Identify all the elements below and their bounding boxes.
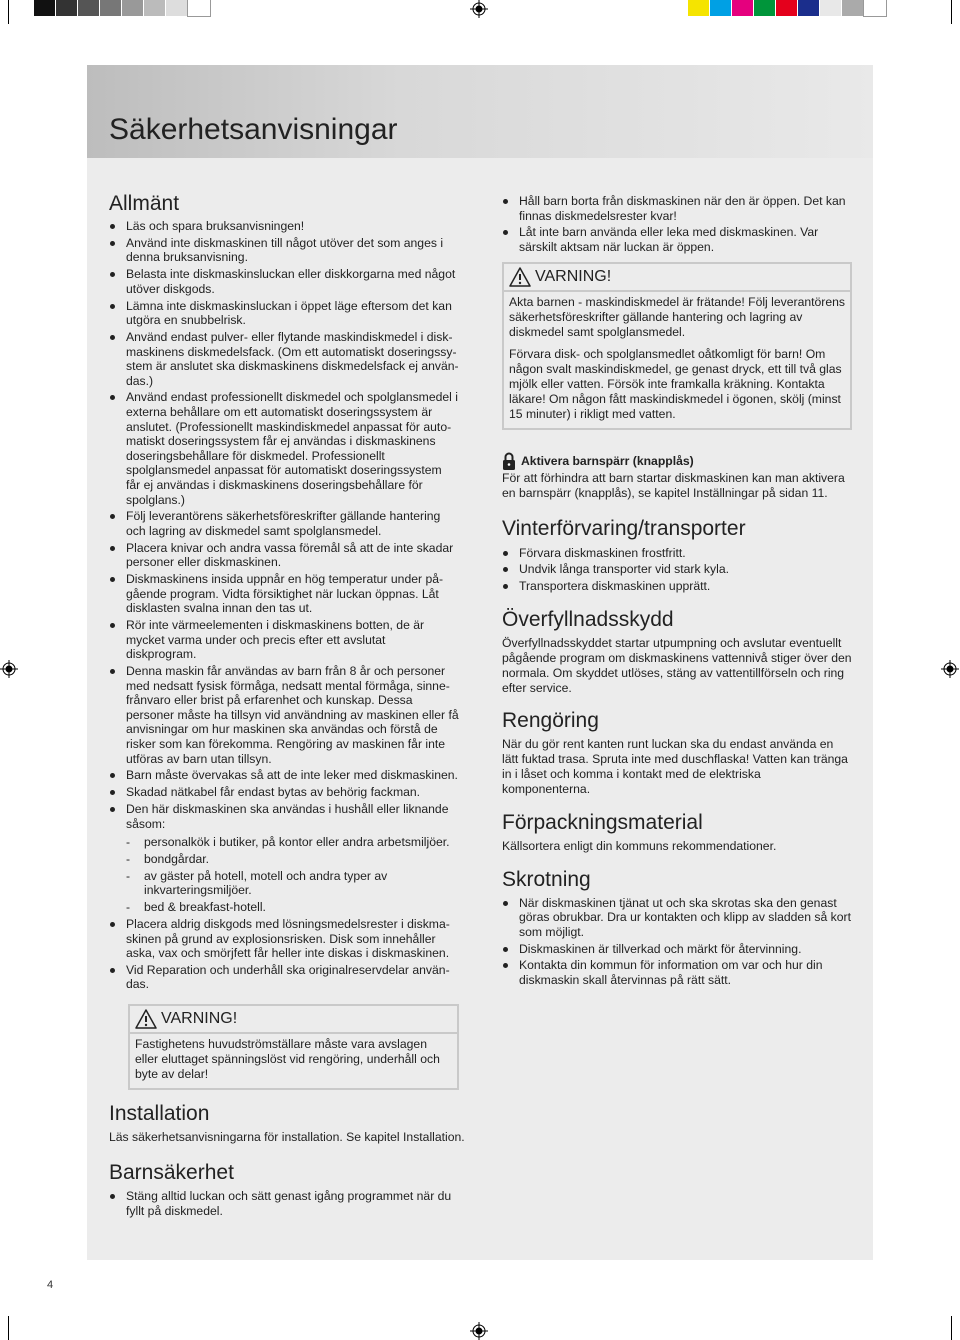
grayscale-swatch-strip bbox=[34, 0, 210, 16]
children-list bbox=[502, 194, 852, 255]
list-item: Låt inte barn använda eller leka med diskmaskinen. Var särskilt aktsam när luckan är öppen. bbox=[502, 225, 852, 254]
section-heading-overfyllnad: Överfyllnadsskydd bbox=[502, 607, 674, 631]
list-item: Undvik långa transporter vid stark kyla. bbox=[502, 562, 852, 577]
color-swatch bbox=[820, 0, 842, 16]
list-item: Håll barn borta från diskmaskinen när den är öppen. Det kan finnas diskmedelsrester kvar! bbox=[502, 194, 852, 223]
registration-mark-icon bbox=[941, 660, 959, 678]
color-swatch bbox=[34, 0, 56, 16]
sub-list-item: - personalkök i butiker, på kontor eller andra arbetsmiljöer. bbox=[109, 835, 459, 850]
color-swatch bbox=[842, 0, 864, 16]
warning-text: Fastighetens huvudströmställare måste vara avslagen eller eluttaget spänningslöst vid rengöring, underhåll och byte av delar! bbox=[135, 1037, 440, 1082]
list-item: Barn måste övervakas så att de inte leker med diskmaskinen. bbox=[109, 768, 459, 783]
child-lock-section bbox=[502, 452, 852, 501]
allmant-list-continued bbox=[109, 917, 459, 992]
list-item: Den här diskmaskinen ska användas i hushåll eller liknande såsom: bbox=[109, 802, 459, 831]
list-item: Använd inte diskmaskinen till något utöver det som anges i denna bruksanvisning. bbox=[109, 236, 459, 265]
list-item: Kontakta din kommun för information om var och hur din diskmaskin skall återvinnas på rätt sätt. bbox=[502, 958, 852, 987]
warning-body bbox=[504, 292, 850, 428]
list-item: Stäng alltid luckan och sätt genast igång programmet när du fyllt på diskmedel. bbox=[109, 1189, 469, 1218]
color-swatch bbox=[56, 0, 78, 16]
warning-header bbox=[504, 264, 850, 292]
child-lock-text: För att förhindra att barn startar diskmaskinen kan man aktivera en barnspärr (knapplås), se kapitel Inställningar på sidan 11. bbox=[502, 470, 845, 500]
sub-list-item: - bed & breakfast-hotell. bbox=[109, 900, 459, 915]
warning-title: VARNING! bbox=[535, 267, 612, 285]
list-item: Läs och spara bruksanvisningen! bbox=[109, 219, 459, 234]
installation-text: Läs säkerhetsanvisningarna för installation. Se kapitel Installation. bbox=[109, 1130, 465, 1144]
child-lock-title: Aktivera barnspärr (knapplås) bbox=[521, 453, 694, 468]
color-swatch bbox=[78, 0, 100, 16]
color-swatch bbox=[798, 0, 820, 16]
color-swatch bbox=[710, 0, 732, 16]
rengoring-text: När du gör rent kanten runt luckan ska du endast använda en lätt fuktad trasa. Spruta inte med duschflaska! Vatten kan tränga in i låset och komma i kontakt med de elektriska komponenterna. bbox=[502, 736, 848, 796]
list-item: Använd endast professionellt diskmedel och spolglansmedel i externa behållare om ett automatiskt doseringssystem är anslutet. (Professionellt maskindiskmedel anpassat för automatiskt doseringssystem får ej användas i diskmaskinens doseringsbehållare för diskmedel. Professionellt spolglansmedel anpassat för automatiskt doseringssystem får ej användas i diskmaskinens doseringsbehållare för spolglans.) bbox=[109, 390, 459, 507]
list-item: Placera aldrig diskgods med lösningsmedelsrester i diskmaskinen på grund av explosionsrisken. Disk som innehåller aska, vax och smörjfett får heller inte diskas i diskmaskinen. bbox=[109, 917, 459, 961]
color-swatch bbox=[776, 0, 798, 16]
color-swatch bbox=[754, 0, 776, 16]
list-item: Lämna inte diskmaskinsluckan i öppet läge eftersom det kan utgöra en snubbelrisk. bbox=[109, 299, 459, 328]
section-heading-rengoring: Rengöring bbox=[502, 708, 599, 732]
list-item: Diskmaskinen är tillverkad och märkt för återvinning. bbox=[502, 942, 852, 957]
warning-header bbox=[130, 1006, 457, 1034]
list-item: Följ leverantörens säkerhetsföreskrifter gällande hantering och lagring av diskmedel samt spolglansmedel. bbox=[109, 509, 459, 538]
registration-mark-icon bbox=[470, 1322, 488, 1340]
page-number: 4 bbox=[47, 1279, 54, 1291]
bottom-left-sections bbox=[109, 1102, 469, 1220]
crop-mark bbox=[8, 0, 9, 24]
color-swatch bbox=[732, 0, 754, 16]
warning-title: VARNING! bbox=[161, 1010, 238, 1028]
registration-mark-icon bbox=[470, 0, 488, 18]
crop-mark bbox=[951, 0, 952, 24]
list-item: Transportera diskmaskinen upprätt. bbox=[502, 579, 852, 594]
allmant-sublist bbox=[109, 835, 459, 915]
left-column bbox=[109, 192, 459, 1090]
list-item: Förvara diskmaskinen frostfritt. bbox=[502, 546, 852, 561]
warning-box bbox=[128, 1004, 459, 1090]
section-heading-forpackning: Förpackningsmaterial bbox=[502, 810, 703, 834]
color-swatch bbox=[188, 0, 210, 16]
color-swatch bbox=[144, 0, 166, 16]
list-item: Placera knivar och andra vassa föremål så att de inte skadar personer eller diskmaskinen. bbox=[109, 541, 459, 570]
section-heading-skrotning: Skrotning bbox=[502, 867, 591, 891]
color-swatch-strip bbox=[688, 0, 886, 16]
color-swatch bbox=[688, 0, 710, 16]
color-swatch bbox=[100, 0, 122, 16]
color-swatch bbox=[864, 0, 886, 16]
sub-list-item: - av gäster på hotell, motell och andra typer av inkvarteringsmiljöer. bbox=[109, 869, 459, 898]
skrotning-list bbox=[502, 896, 852, 988]
list-item: Rör inte värmeelementen i diskmaskinens botten, de är mycket varma under och precis efter ett avslutat diskprogram. bbox=[109, 618, 459, 662]
warning-paragraph: Akta barnen - maskindiskmedel är frätande! Följ leverantörens säkerhetsföreskrifter gällande hantering och lagring av diskmedel samt spolglansmedel. bbox=[509, 294, 845, 339]
vinterforvaring-list bbox=[502, 546, 852, 594]
section-heading-allmant: Allmänt bbox=[109, 192, 180, 215]
list-item: Vid Reparation och underhåll ska originalreservdelar användas. bbox=[109, 963, 459, 992]
crop-mark bbox=[951, 1316, 952, 1340]
page-title: Säkerhetsanvisningar bbox=[109, 113, 398, 146]
allmant-list bbox=[109, 219, 459, 831]
warning-paragraph: Förvara disk- och spolglansmedlet oåtkomligt för barn! Om någon svalt maskindiskmedel, ge genast dryck, ett till två glas mjölk eller vatten. Försök inte framkalla kräkning. Kontakta läkare! Om någon fått maskindiskmedel i ögonen, skölj (minst 15 minuter) i rikligt med vatten. bbox=[509, 346, 842, 421]
list-item: När diskmaskinen tjänat ut och ska skrotas ska den genast göras obrukbar. Dra ur kontakten och klipp av sladden så kort som möjligt. bbox=[502, 896, 852, 940]
overfyllnad-text: Överfyllnadsskyddet startar utpumpning och avslutar eventuellt pågående program om diskmaskinens vattennivå stiger över den normala. Om skyddet utlöses, stäng av vattentillförseln och ring efter service. bbox=[502, 635, 852, 695]
list-item: Denna maskin får användas av barn från 8 år och personer med nedsatt fysisk förmåga, nedsatt mental förmåga, sinnefrånvaro eller brist på erfarenhet och kunskap. Dessa personer måste ha tillsyn vid användning av maskinen eller få anvisningar om hur maskinen ska användas och förstå de risker som kan förekomma. Rengöring av maskinen får inte utföras av barn utan tillsyn. bbox=[109, 664, 459, 766]
warning-box bbox=[502, 262, 852, 430]
warning-triangle-icon bbox=[509, 267, 531, 287]
barnsakerhet-list bbox=[109, 1189, 469, 1218]
child-lock-header bbox=[502, 452, 852, 470]
registration-mark-icon bbox=[0, 660, 18, 678]
list-item: Diskmaskinens insida uppnår en hög temperatur under pågående program. Vidta försiktighet när luckan öppnas. Låt disklasten svalna innan den tas ut. bbox=[109, 572, 459, 616]
sub-list-item: - bondgårdar. bbox=[109, 852, 459, 867]
section-heading-installation: Installation bbox=[109, 1102, 210, 1125]
warning-body bbox=[130, 1034, 457, 1088]
list-item: Använd endast pulver- eller flytande maskindiskmedel i diskmaskinens diskmedelsfack. (Om ett automatiskt doseringssystem är anslutet ska diskmaskinens diskmedelsfack ej användas.) bbox=[109, 330, 459, 388]
color-swatch bbox=[166, 0, 188, 16]
color-swatch bbox=[122, 0, 144, 16]
forpackning-text: Källsortera enligt din kommuns rekommendationer. bbox=[502, 838, 777, 853]
section-heading-barnsakerhet: Barnsäkerhet bbox=[109, 1161, 234, 1184]
right-column bbox=[502, 194, 852, 990]
crop-mark bbox=[8, 1316, 9, 1340]
lock-icon bbox=[502, 452, 516, 470]
section-heading-vinterforvaring: Vinterförvaring/transporter bbox=[502, 516, 746, 540]
list-item: Belasta inte diskmaskinsluckan eller diskkorgarna med något utöver diskgods. bbox=[109, 267, 459, 296]
list-item: Skadad nätkabel får endast bytas av behörig fackman. bbox=[109, 785, 459, 800]
warning-triangle-icon bbox=[135, 1009, 157, 1029]
